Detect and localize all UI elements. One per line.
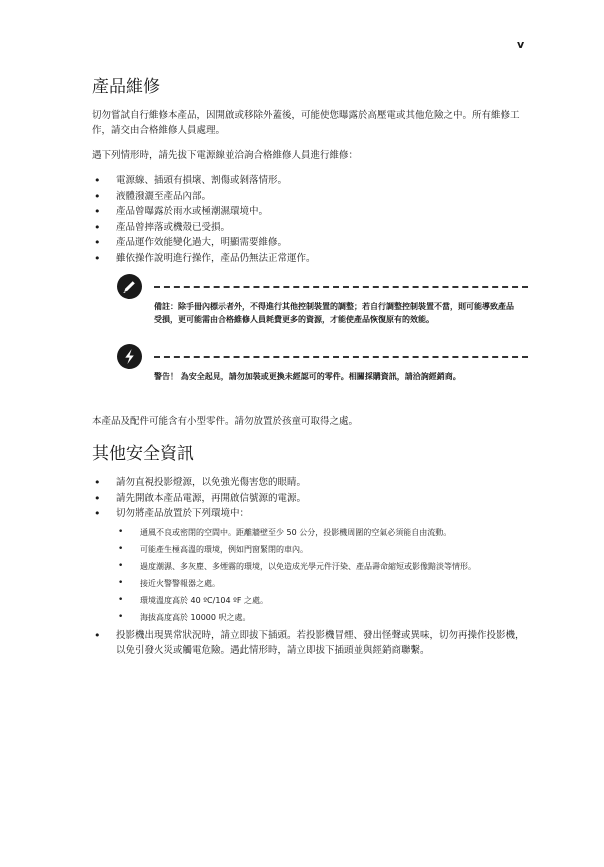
sub-list-item: • 海拔高度高於 10000 呎之處。 — [116, 611, 532, 624]
sub-list-item: • 可能產生極高溫的環境，例如門窗緊閉的車內。 — [116, 543, 532, 556]
list-item: • 投影機出現異常狀況時，請立即拔下插頭。若投影機冒煙、發出怪聲或異味，切勿再操作投影機，以免引發火災或觸電危險。遇此情形時，請立即拔下插頭並與經銷商聯繫。 — [92, 628, 532, 659]
other-safety-section — [92, 443, 532, 659]
list-item: • 液體潑灑至產品內部。 — [92, 189, 532, 205]
section-heading-other-safety: 其他安全資訊 — [92, 444, 194, 464]
list-item — [92, 506, 532, 624]
service-conditions-list — [92, 173, 532, 266]
list-item: • 請先開啟本產品電源，再開啟信號源的電源。 — [92, 491, 532, 507]
divider — [154, 356, 528, 358]
sub-list-item: • 過度潮濕、多灰塵、多煙霧的環境，以免造成光學元件汙染、產品壽命縮短或影像黯淡等情形。 — [116, 560, 532, 573]
lightning-warning-icon — [117, 344, 142, 369]
service-intro: 切勿嘗試自行維修本產品，因開啟或移除外蓋後，可能使您曝露於高壓電或其他危險之中。所有維修工作，請交由合格維修人員處理。 — [92, 110, 520, 136]
list-item: • 雖依操作說明進行操作，產品仍無法正常運作。 — [92, 251, 532, 267]
sub-list-item: • 接近火警警報器之處。 — [116, 577, 532, 590]
note-text: 備註：除手冊內標示者外，不得進行其他控制裝置的調整；若自行調整控制裝置不當，則可能導致產品受損，更可能需由合格維修人員耗費更多的資源，才能使產品恢復原有的效能。 — [154, 302, 514, 324]
pen-note-icon — [117, 274, 142, 299]
section-heading-product-service: 產品維修 — [92, 77, 160, 97]
sub-list-item: • 通風不良或密閉的空間中。距離牆壁至少 50 公分，投影機周圍的空氣必須能自由流動。 — [116, 526, 532, 539]
list-item-label: 切勿將產品放置於下列環境中： — [116, 508, 250, 519]
warning-box — [92, 344, 532, 404]
list-item: • 產品曾摔落或機殼已受損。 — [92, 220, 532, 236]
sub-list-item: • 環境溫度高於 40 ºC/104 ºF 之處。 — [116, 594, 532, 607]
warning-text: 警告！ 為安全起見，請勿加裝或更換未經認可的零件。相關採購資訊，請洽詢經銷商。 — [154, 372, 461, 381]
list-item: • 產品曾曝露於雨水或極潮濕環境中。 — [92, 204, 532, 220]
environment-sublist — [116, 526, 532, 624]
divider — [154, 286, 528, 288]
list-item: • 電源線、插頭有損壞、割傷或剝落情形。 — [92, 173, 532, 189]
page-content — [92, 76, 532, 667]
safety-list — [92, 475, 532, 659]
list-item: • 請勿直視投影燈源，以免強光傷害您的眼睛。 — [92, 475, 532, 491]
list-item: • 產品運作效能變化過大，明顯需要維修。 — [92, 235, 532, 251]
small-parts-note: 本產品及配件可能含有小型零件。請勿放置於孩童可取得之處。 — [92, 416, 359, 427]
service-lead: 遇下列情形時，請先拔下電源線並洽詢合格維修人員進行維修： — [92, 150, 359, 161]
note-box — [92, 274, 532, 334]
page-number: v — [517, 38, 525, 51]
